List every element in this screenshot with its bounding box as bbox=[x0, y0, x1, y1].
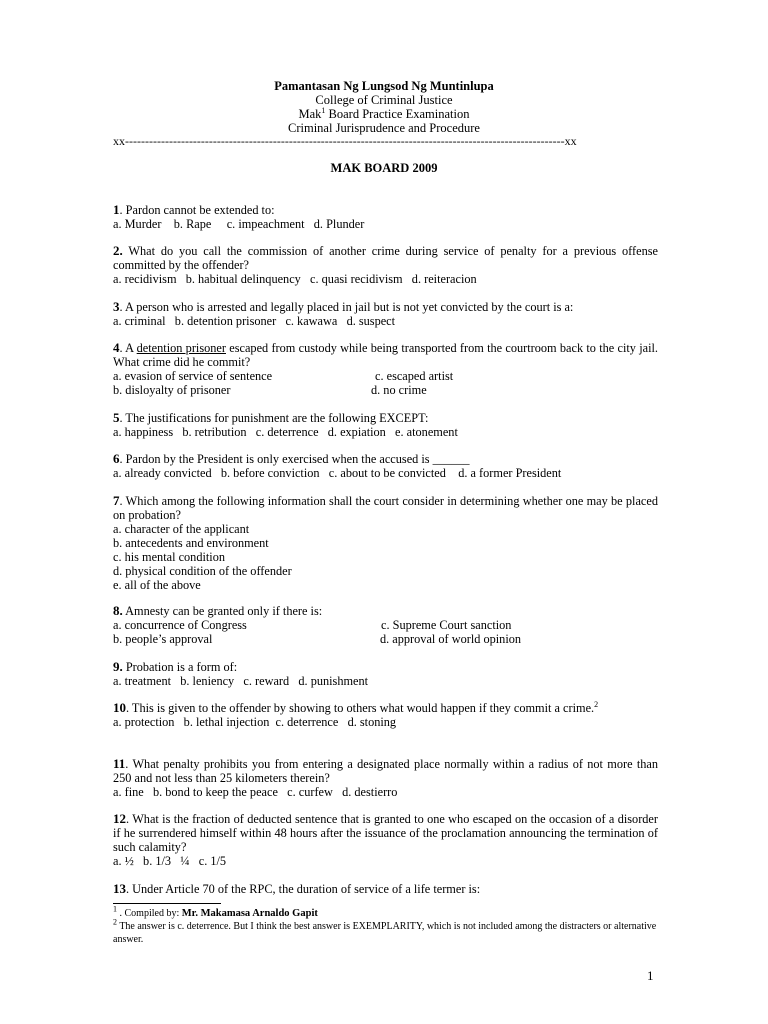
question-11: 11. What penalty prohibits you from entering a designated place normally within a radius of not more than 250 and not less than 25 kilometers therein? a. fine b. bond to keep the peace c. curfew d. destierro bbox=[113, 756, 658, 799]
exam-title: MAK BOARD 2009 bbox=[330, 161, 438, 175]
college-name: College of Criminal Justice bbox=[315, 93, 453, 107]
exam-name: Mak$^1$ Board Practice Examination bbox=[298, 105, 470, 121]
footnote-rule bbox=[113, 903, 221, 904]
question-10: 10. This is given to the offender by showing to others what would happen if they commit a crime.$^2$ a. protection b. lethal injection c. deterrence d. stoning bbox=[113, 701, 658, 729]
question-12-choices: a. ½ b. 1/3 ¼ c. 1/5 bbox=[113, 854, 227, 868]
header-divider: xx--------------------------------------------------------------------------------------------------------------xx bbox=[113, 134, 577, 148]
question-3-choices: a. criminal b. detention prisoner c. kawawa d. suspect bbox=[113, 314, 396, 328]
question-8: 8. Amnesty can be granted only if there is: a. concurrence of Congress c. Supreme Court sanction b. people’s approval d. approval of world opinion bbox=[113, 603, 522, 646]
subject-name: Criminal Jurisprudence and Procedure bbox=[288, 121, 480, 135]
footnote-1: $^1$ . Compiled by: Mr. Makamasa Arnaldo Gapit bbox=[113, 904, 318, 919]
footnote-ref-2: 2 bbox=[594, 699, 599, 709]
question-12: 12. What is the fraction of deducted sentence that is granted to one who escaped on the occasion of a disorder if he surrendered himself within 48 hours after the issuance of the proclamation announcing the termination of such calamity? a. ½ b. 1/3 ¼ c. 1/5 bbox=[113, 811, 658, 868]
question-2-choices: a. recidivism b. habitual delinquency c. quasi recidivism d. reiteracion bbox=[113, 272, 477, 286]
underlined-term: detention prisoner bbox=[136, 341, 226, 355]
question-9-choices: a. treatment b. leniency c. reward d. punishment bbox=[113, 674, 369, 688]
question-2: 2. What do you call the commission of another crime during service of penalty for a previous offense committed by the offender? a. recidivism b. habitual delinquency c. quasi recidivism d. reiteracion bbox=[113, 243, 658, 286]
page-number: 1 bbox=[647, 968, 654, 983]
question-1: 1. Pardon cannot be extended to: a. Murder b. Rape c. impeachment d. Plunder bbox=[113, 203, 658, 231]
question-7: 7. Which among the following information shall the court consider in determining whether one may be placed on probation? a. character of the applicant b. antecedents and environment c. his mental condition d. physical condition of the offender e. all of the above bbox=[113, 493, 658, 592]
question-11-choices: a. fine b. bond to keep the peace c. curfew d. destierro bbox=[113, 785, 398, 799]
question-3: 3. A person who is arrested and legally placed in jail but is not yet convicted by the court is a: a. criminal b. detention prisoner c. kawawa d. suspect bbox=[113, 300, 658, 328]
question-6-choices: a. already convicted b. before conviction c. about to be convicted d. a former President bbox=[113, 466, 562, 480]
question-9: 9. Probation is a form of: a. treatment b. leniency c. reward d. punishment bbox=[113, 660, 658, 688]
footnote-2: $^2$ The answer is c. deterrence. But I think the best answer is EXEMPLARITY, which is not included among the distracters or alternative answer. bbox=[113, 917, 657, 945]
question-6: 6. Pardon by the President is only exercised when the accused is ______ a. already convicted b. before conviction c. about to be convicted d. a former President bbox=[113, 452, 658, 480]
question-1-choices: a. Murder b. Rape c. impeachment d. Plunder bbox=[113, 217, 365, 231]
question-4: 4. A detention prisoner escaped from custody while being transported from the courtroom back to the city jail. What crime did he commit? a. evasion of service of sentence c. escaped artist b. disloyalty of prisoner d. no crime bbox=[113, 340, 658, 397]
question-5-choices: a. happiness b. retribution c. deterrence d. expiation e. atonement bbox=[113, 425, 458, 439]
question-10-choices: a. protection b. lethal injection c. deterrence d. stoning bbox=[113, 715, 397, 729]
question-5: 5. The justifications for punishment are the following EXCEPT: a. happiness b. retribution c. deterrence d. expiation e. atonement bbox=[113, 411, 658, 439]
university-name: Pamantasan Ng Lungsod Ng Muntinlupa bbox=[274, 79, 494, 93]
question-13: 13. Under Article 70 of the RPC, the duration of service of a life termer is: bbox=[113, 881, 481, 896]
